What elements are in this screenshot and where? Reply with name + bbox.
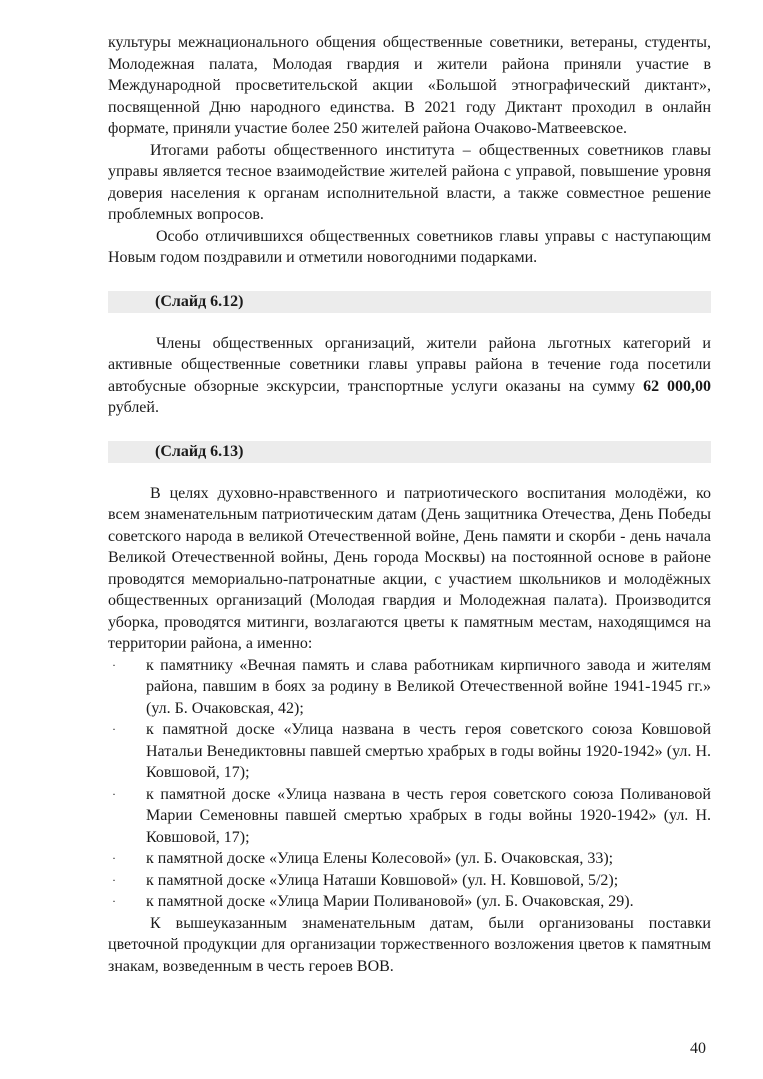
memorial-list	[108, 655, 711, 913]
list-item	[108, 784, 711, 849]
list-item-text: к памятной доске «Улица Марии Поливановой» (ул. Б. Очаковская, 29).	[146, 893, 634, 910]
list-item	[108, 870, 711, 892]
document-page	[108, 32, 711, 977]
list-item-text: к памятной доске «Улица названа в честь героя советского союза Поливановой Марии Семеновны павшей смертью храбрых в годы войны 1920-1942» (ул. Н. Ковшовой, 17);	[146, 785, 711, 846]
bullet-icon: ·	[112, 722, 116, 736]
list-item-text: к памятной доске «Улица Елены Колесовой» (ул. Б. Очаковская, 33);	[146, 850, 614, 867]
list-item	[108, 891, 711, 913]
paragraph-1: культуры межнационального общения общественные советники, ветераны, студенты, Молодежная палата, Молодая гвардия и жители района приняли участие в Международной просветительской акции «Большой этнографический диктант», посвященной Дню народного единства. В 2021 году Диктант проходил в онлайн формате, приняли участие более 250 жителей района Очаково-Матвеевское.	[108, 34, 711, 137]
list-item-text: к памятной доске «Улица названа в честь героя советского союза Ковшовой Натальи Венедиктовны павшей смертью храбрых в годы войны 1920-1942» (ул. Н. Ковшовой, 17);	[146, 721, 711, 781]
list-item	[108, 719, 711, 784]
paragraph-4	[108, 333, 711, 419]
paragraph-4-text-end: рублей.	[108, 399, 159, 416]
bullet-icon: ·	[112, 786, 116, 801]
bullet-icon: ·	[112, 894, 116, 908]
amount-bold: 62 000,00	[643, 377, 711, 395]
slide-heading-6-13: (Слайд 6.13)	[108, 441, 711, 463]
slide-heading-6-12: (Слайд 6.12)	[108, 291, 711, 313]
list-item-text: к памятной доске «Улица Наташи Ковшовой» (ул. Н. Ковшовой, 5/2);	[146, 871, 619, 889]
paragraph-6: К вышеуказанным знаменательным датам, были организованы поставки цветочной продукции для организации торжественного возложения цветов к памятным знакам, возведенным в честь героев ВОВ.	[108, 914, 711, 975]
paragraph-4-text-start: Члены общественных организаций, жители района льготных категорий и активные общественные советники главы управы района в течение года посетили автобусные обзорные экскурсии, транспортные услуги оказаны на сумму	[108, 334, 711, 395]
bullet-icon: ·	[112, 657, 116, 672]
list-item	[108, 655, 711, 720]
page-number: 40	[690, 1040, 706, 1057]
bullet-icon: ·	[112, 851, 116, 865]
list-item	[108, 848, 711, 870]
paragraph-2: Итогами работы общественного института – общественных советников главы управы является тесное взаимодействие жителей района с управой, повышение уровня доверия населения к органам исполнительной власти, а также совместное решение проблемных вопросов.	[108, 141, 711, 223]
bullet-icon: ·	[112, 872, 116, 887]
paragraph-3: Особо отличившихся общественных советников главы управы с наступающим Новым годом поздравили и отметили новогодними подарками.	[108, 227, 711, 266]
paragraph-5: В целях духовно-нравственного и патриотического воспитания молодёжи, ко всем знаменательным патриотическим датам (День защитника Отечества, День Победы советского народа в великой Отечественной войне, День памяти и скорби - день начала Великой Отечественной войны, День города Москвы) на постоянной основе в районе проводятся мемориально-патронатные акции, с участием школьников и молодёжных общественных организаций (Молодая гвардия и Молодежная палата). Производится уборка, проводятся митинги, возлагаются цветы к памятным местам, находящимся на территории района, а именно:	[108, 484, 711, 652]
list-item-text: к памятнику «Вечная память и слава работникам кирпичного завода и жителям района, павшим в боях за родину в Великой Отечественной войне 1941-1945 гг.» (ул. Б. Очаковская, 42);	[146, 656, 711, 717]
